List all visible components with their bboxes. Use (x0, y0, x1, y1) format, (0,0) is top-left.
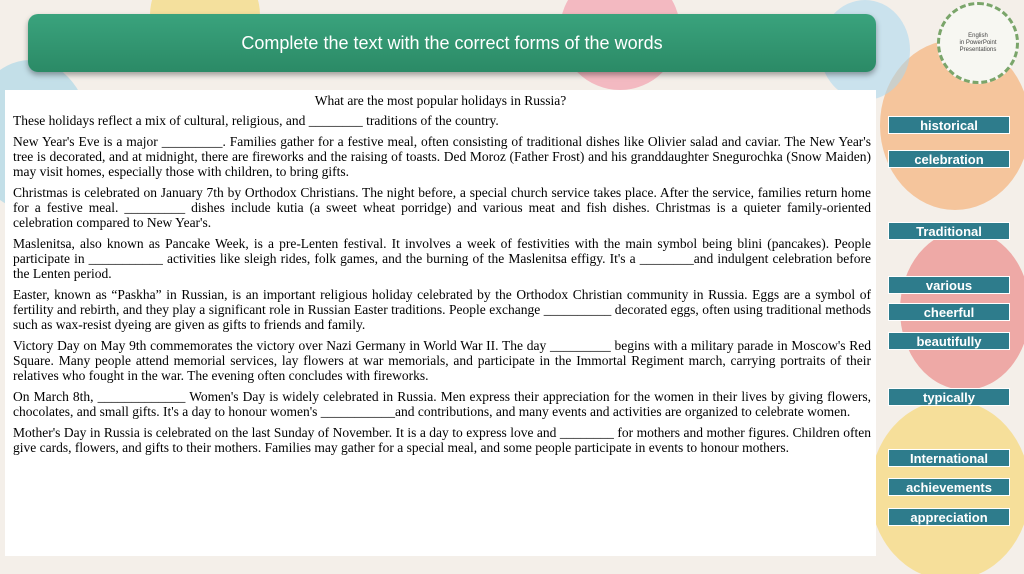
word-chip-appreciation[interactable]: appreciation (888, 508, 1010, 526)
logo-line: English (968, 32, 988, 39)
word-chip-beautifully[interactable]: beautifully (888, 332, 1010, 350)
title-banner (28, 14, 876, 72)
paragraph-easter: Easter, known as “Paskha” in Russian, is an important religious holiday celebrated by the Orthodox Christian community in Russia. Eggs are a symbol of fertility and rebirth, and they play a significant role in Russian Easter traditions. People exchange __________ decorated eggs, often using traditional methods such as wax-resist dyeing are given as gifts to friends and family. (13, 287, 871, 332)
paragraph-maslenitsa: Maslenitsa, also known as Pancake Week, is a pre-Lenten festival. It involves a week of festivities with the main symbol being blini (pancakes). People participate in ___________ activities like sleigh rides, folk games, and the burning of the Maslenitsa effigy. It's a ________and indulgent celebration before the Lenten period. (13, 236, 871, 281)
paragraph-new-year: New Year's Eve is a major _________. Families gather for a festive meal, often consisting of traditional dishes like Olivier salad and caviar. The New Year's tree is decorated, and at midnight, there are fireworks and the raising of toasts. Ded Moroz (Father Frost) and his granddaughter Snegurochka (Snow Maiden) may visit homes, especially those with children, to bring gifts. (13, 134, 871, 179)
banner-title: Complete the text with the correct forms of the words (241, 32, 663, 53)
word-chip-cheerful[interactable]: cheerful (888, 303, 1010, 321)
word-bank (888, 0, 1010, 574)
paragraph-victory-day: Victory Day on May 9th commemorates the victory over Nazi Germany in World War II. The day _________ begins with a military parade in Moscow's Red Square. Many people attend memorial services, lay flowers at war memorials, and participate in the Immortal Regiment march, carrying portraits of their relatives who fought in the war. The evening often concludes with fireworks. (13, 338, 871, 383)
word-chip-various[interactable]: various (888, 276, 1010, 294)
text-panel (5, 90, 876, 556)
question-title: What are the most popular holidays in Russia? (314, 93, 567, 108)
paragraph-womens-day: On March 8th, _____________ Women's Day is widely celebrated in Russia. Men express their appreciation for the women in their lives by giving flowers, chocolates, and small gifts. It's a day to honour women's ___________and contributions, and many events and activities are organized to celebrate women. (13, 389, 871, 419)
paragraph-mothers-day: Mother's Day in Russia is celebrated on the last Sunday of November. It is a day to express love and ________ for mothers and mother figures. Children often give cards, flowers, and gifts to their mothers. Families may gather for a special meal, and some people participate in events to honour mothers. (13, 425, 871, 455)
word-chip-traditional[interactable]: Traditional (888, 222, 1010, 240)
word-chip-historical[interactable]: historical (888, 116, 1010, 134)
word-chip-celebration[interactable]: celebration (888, 150, 1010, 168)
word-chip-international[interactable]: International (888, 449, 1010, 467)
paragraph-christmas: Christmas is celebrated on January 7th by Orthodox Christians. The night before, a special church service takes place. After the service, families return home for a festive meal. _________ dishes include kutia (a sweet wheat porridge) and various meat and fish dishes. Christmas is a quieter family-oriented celebration compared to New Year's. (13, 185, 871, 230)
logo-line: Presentations (959, 46, 997, 53)
word-chip-achievements[interactable]: achievements (888, 478, 1010, 496)
paragraph-intro: These holidays reflect a mix of cultural, religious, and ________ traditions of the country. (13, 113, 499, 128)
word-chip-typically[interactable]: typically (888, 388, 1010, 406)
logo-line: in PowerPoint (959, 39, 997, 46)
